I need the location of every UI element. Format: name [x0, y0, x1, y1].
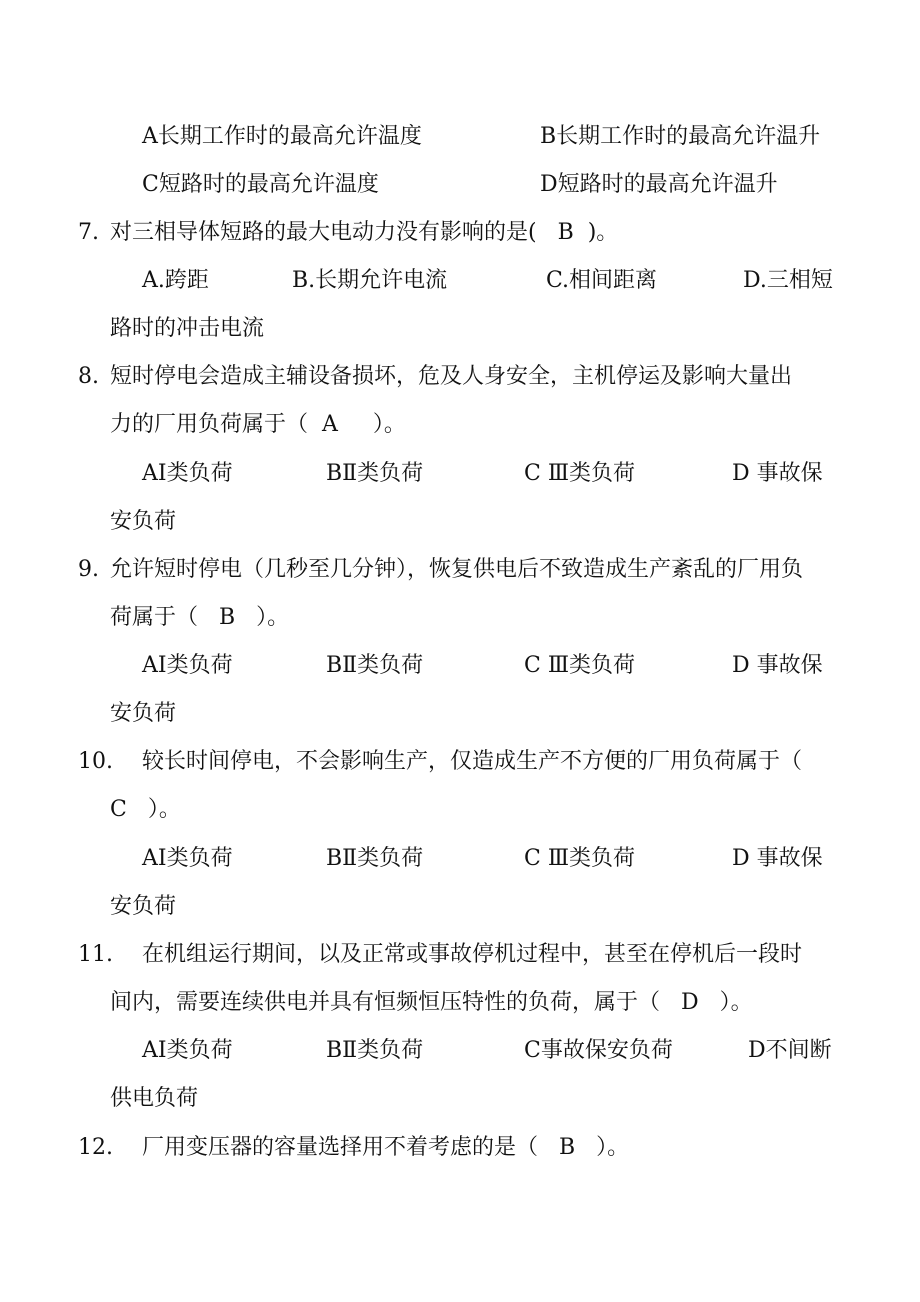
q10-stem-line2: C ）。 [110, 797, 181, 822]
q9-stem-line2: 荷属于（ B ）。 [110, 605, 290, 630]
q8-option-d: D 事故保 [732, 461, 823, 486]
q7-option-d-continued: 路时的冲击电流 [110, 316, 265, 341]
q11-stem-line2: 间内，需要连续供电并具有恒频恒压特性的负荷，属于（ D ）。 [110, 990, 753, 1015]
q9-option-d-continued: 安负荷 [110, 701, 177, 726]
q9-option-d: D 事故保 [732, 653, 823, 678]
q8-number: 8. [78, 364, 99, 389]
q12-stem: 厂用变压器的容量选择用不着考虑的是（ B ）。 [142, 1135, 630, 1160]
q8-option-b: BⅡ类负荷 [326, 461, 424, 486]
q9-stem-line1: 允许短时停电（几秒至几分钟），恢复供电后不致造成生产紊乱的厂用负 [110, 557, 804, 582]
q11-option-d: D不间断 [748, 1038, 832, 1063]
q10-option-a: AⅠ类负荷 [142, 846, 233, 871]
q6-option-b: B长期工作时的最高允许温升 [540, 124, 821, 149]
q7-number: 7. [78, 220, 99, 245]
q7-option-c: C.相间距离 [546, 268, 658, 293]
q7-stem: 对三相导体短路的最大电动力没有影响的是( B )。 [110, 220, 619, 245]
q6-option-c: C短路时的最高允许温度 [142, 172, 379, 197]
q10-option-d-continued: 安负荷 [110, 894, 177, 919]
q11-number: 11. [78, 942, 113, 967]
q7-option-a: A.跨距 [142, 268, 209, 293]
q8-option-d-continued: 安负荷 [110, 509, 177, 534]
q7-option-d: D.三相短 [743, 268, 833, 293]
q6-option-d: D短路时的最高允许温升 [540, 172, 778, 197]
q9-number: 9. [78, 557, 99, 582]
q12-number: 12. [78, 1135, 113, 1160]
q10-number: 10. [78, 749, 113, 774]
q6-option-a: A长期工作时的最高允许温度 [142, 124, 422, 149]
q8-stem-line2: 力的厂用负荷属于（ A ）。 [110, 412, 406, 437]
q8-stem-line1: 短时停电会造成主辅设备损坏，危及人身安全，主机停运及影响大量出 [110, 364, 793, 389]
q10-option-d: D 事故保 [732, 846, 823, 871]
q11-option-b: BⅡ类负荷 [326, 1038, 424, 1063]
q10-option-b: BⅡ类负荷 [326, 846, 424, 871]
q11-option-c: C事故保安负荷 [524, 1038, 673, 1063]
q11-stem-line1: 在机组运行期间，以及正常或事故停机过程中，甚至在停机后一段时 [142, 942, 803, 967]
q8-option-a: AⅠ类负荷 [142, 461, 233, 486]
q11-option-a: AⅠ类负荷 [142, 1038, 233, 1063]
q8-option-c: C Ⅲ类负荷 [524, 461, 636, 486]
q9-option-a: AⅠ类负荷 [142, 653, 233, 678]
q10-stem-line1: 较长时间停电，不会影响生产，仅造成生产不方便的厂用负荷属于（ [142, 749, 803, 774]
q10-option-c: C Ⅲ类负荷 [524, 846, 636, 871]
q11-option-d-continued: 供电负荷 [110, 1086, 199, 1111]
q9-option-c: C Ⅲ类负荷 [524, 653, 636, 678]
q7-option-b: B.长期允许电流 [292, 268, 448, 293]
q9-option-b: BⅡ类负荷 [326, 653, 424, 678]
